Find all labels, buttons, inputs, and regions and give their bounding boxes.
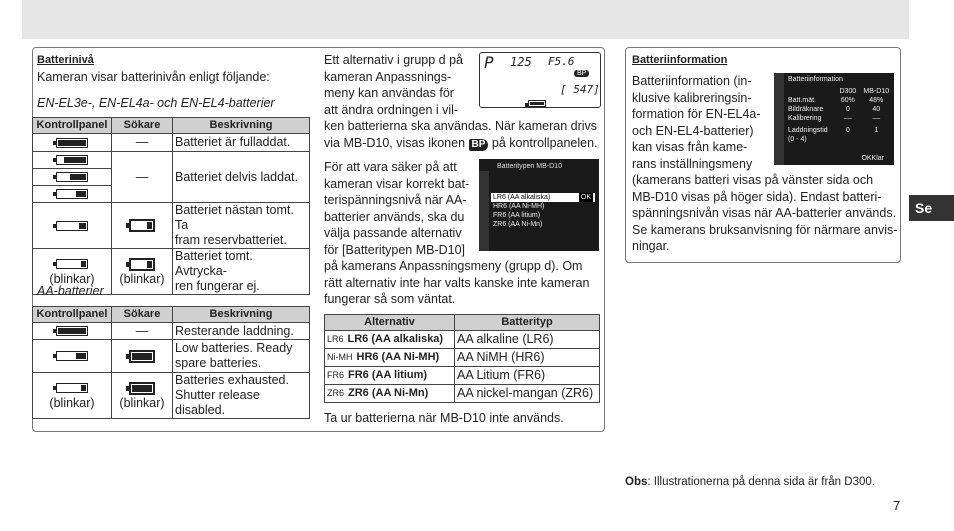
lcd-bp-badge: BP [574,70,589,77]
text-line: batterier används, ska du [324,209,465,224]
page-number: 7 [893,498,901,513]
camera-menu-screen [479,159,599,251]
option-cell [325,385,455,403]
text-line: spänningsnivån visas när AA-batterier används. [632,206,897,220]
desc-line: Low batteries. Ready [175,341,293,355]
note-label: Obs [625,476,648,488]
text-line: kameran Anpassnings- [324,69,452,84]
text-line: Batteriinformation (in- [632,74,752,88]
blink-label: (blinkar) [49,395,95,410]
info-grid [788,87,890,144]
text-line: Ett alternativ i grupp d på [324,53,463,67]
note [625,474,875,491]
desc-cell: Batteriet delvis laddat. [173,152,310,203]
desc-line: Batteriet tomt. Avtrycka- [175,249,253,278]
type-cell: AA alkaline (LR6) [455,331,600,349]
text-line: ken batterierna ska användas. När kameran drivs [324,119,598,133]
header-bar [22,0,909,39]
col-header: Alternativ [325,315,455,331]
scale-label: (0 - 4) [788,136,807,143]
viewfinder-low-icon [112,340,173,373]
option-label: ZR6 (AA Ni-Mn) [348,387,429,399]
option-symbol: LR6 [327,334,344,344]
menu-item[interactable]: ZR6 (AA Ni-Mn) [493,221,543,228]
text-line: för [Batteritypen MB-D10] [324,242,466,257]
row-label: Laddningstid [788,127,828,134]
text-line: rätt alternativ inte har valts kanske inte kameran [324,275,590,290]
text-span: via MB-D10, visas ikonen [324,135,466,150]
intro-text: Kameran visar batterinivån enligt följande: [37,70,270,84]
text-line: meny kan användas för [324,86,454,100]
lcd-battery-icon [528,95,546,113]
text-line: kan visas från kame- [632,140,748,154]
blink-label: (blinkar) [119,271,165,286]
text-line: (kamerans batteri visas på vänster sida och [632,173,874,187]
col-header: Sökare [112,118,173,134]
bp-icon: BP [469,139,489,151]
dash: — [112,152,173,203]
option-symbol: ZR6 [327,388,345,398]
battery-empty-cell [33,373,112,419]
battery-4-icon [33,152,112,169]
row-value: 0 [845,127,850,134]
row-value: 48% [869,97,884,104]
lcd-shutter: 125 [510,55,532,69]
col-header: Batterityp [455,315,600,331]
menu-sidebar [479,171,489,251]
row-label: Kalibrering [788,115,822,122]
text-line: formation för EN-EL4a- [632,107,761,121]
menu-title: Batteritypen MB-D10 [497,163,562,170]
battery-low-icon [33,340,112,373]
text-line: Se kamerans bruksanvisning för närmare anvis- [632,222,898,237]
desc-cell [173,203,310,249]
desc-line: Shutter release disabled. [175,388,260,417]
col-label: MB-D10 [863,88,890,95]
lcd-mode: P [484,53,494,72]
menu-item-selected[interactable] [491,193,595,202]
battery-info-screen [774,73,894,165]
text-line: att ändra ordningen i vil- [324,102,459,117]
ok-badge: OK [580,194,591,201]
text-line: klusive kalibreringsin- [632,90,752,105]
text-line: kameran visar korrekt bat- [324,176,470,191]
dash: — [112,134,173,152]
row-value: –– [872,115,881,122]
viewfinder-empty-cell [112,249,173,295]
menu-item-label: LR6 (AA alkaliska) [493,194,551,201]
battery-full-icon [33,323,112,340]
section-heading: Batteriinformation [632,54,728,66]
type-cell: AA NiMH (HR6) [455,349,600,367]
aa-battery-table [32,306,310,419]
battery-3-icon [33,169,112,186]
viewfinder-low-icon [112,203,173,249]
section-heading: Batterinivå [37,54,94,66]
desc-line: Batteriet nästan tomt. Ta [175,203,294,232]
screen-title: Batteriinformation [788,76,843,83]
option-label: FR6 (AA litium) [348,369,428,381]
text-line: ningar. [632,239,670,253]
lcd-frames: [ 547] [560,83,600,96]
text-line: rans inställningsmeny [632,156,753,171]
en-battery-table [32,117,310,295]
footer-text: Ta ur batterierna när MB-D10 inte används. [324,411,564,425]
text-line: För att vara säker på att [324,160,457,174]
desc-cell [173,249,310,295]
col-header: Beskrivning [173,118,310,134]
type-cell: AA nickel-mangan (ZR6) [455,385,600,403]
menu-item[interactable]: HR6 (AA Ni-MH) [493,203,545,210]
text-line: och EN-EL4-batterier) [632,123,754,138]
row-label: Bildräknare [788,106,824,113]
battery-type-table [324,314,600,403]
row-value: 0 [845,106,850,113]
option-cell [325,349,455,367]
desc-line: Batteries exhausted. [175,373,289,387]
en-battery-title: EN-EL3e-, EN-EL4a- och EN-EL4-batterier [37,96,275,110]
row-value: 1 [874,127,879,134]
text-line: terispänningsnivå när AA- [324,193,467,207]
menu-item[interactable]: FR6 (AA litium) [493,212,541,219]
blink-label: (blinkar) [119,395,165,410]
text-line [324,135,598,152]
row-value: 60% [840,97,855,104]
control-panel-illustration [479,52,601,108]
aa-battery-title: AA-batterier [37,284,104,298]
lcd-aperture: F5.6 [548,55,575,68]
option-label: LR6 (AA alkaliska) [347,333,444,345]
col-header: Beskrivning [173,307,310,323]
desc-cell [173,373,310,419]
option-cell [325,331,455,349]
viewfinder-empty-cell [112,373,173,419]
desc-cell: Batteriet är fulladdat. [173,134,310,152]
col-header: Kontrollpanel [33,307,112,323]
row-value: 40 [872,106,881,113]
text-line: på kamerans Anpassningsmeny (grupp d). Om [324,259,583,273]
option-symbol: Ni-MH [327,352,353,362]
col-header: Kontrollpanel [33,118,112,134]
text-span: på kontrollpanelen. [491,135,598,150]
note-text: : Illustrationerna på denna sida är från D300. [647,476,875,488]
battery-2-icon [33,186,112,203]
text-line: fungerar så som väntat. [324,292,456,306]
desc-line: spare batteries. [175,356,262,370]
option-cell [325,367,455,385]
battery-low-icon [33,203,112,249]
col-label: D300 [839,88,857,95]
option-label: HR6 (AA Ni-MH) [356,351,440,363]
screen-sidebar [774,73,784,165]
screen-ok: OKKlar [861,155,884,162]
battery-full-icon [33,134,112,152]
blink-label: (blinkar) [49,271,95,286]
type-cell: AA Litium (FR6) [455,367,600,385]
dash: — [112,323,173,340]
desc-line: fram reservbatteriet. [175,233,287,247]
text-line: MB-D10 visas på höger sida). Endast batteri- [632,189,882,204]
desc-cell: Resterande laddning. [173,323,310,340]
text-line: välja passande alternativ [324,226,462,240]
option-symbol: FR6 [327,370,345,380]
desc-line: ren fungerar ej. [175,279,260,293]
row-value: –– [843,115,852,122]
col-header: Sökare [112,307,173,323]
row-label: Batt.mät. [788,97,817,104]
desc-cell [173,340,310,373]
language-tab: Se [909,195,954,221]
